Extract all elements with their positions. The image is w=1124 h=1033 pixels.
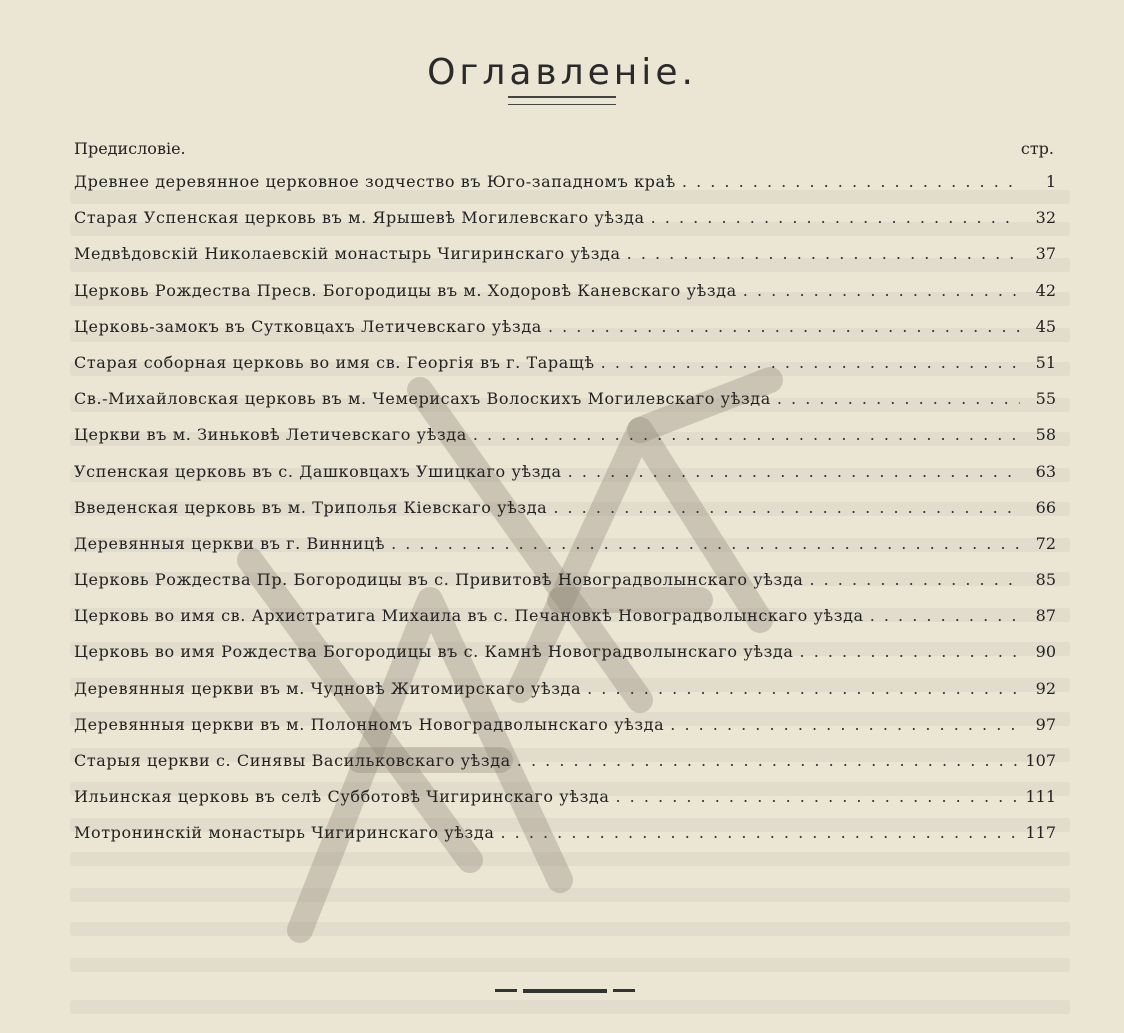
toc-entry-title: Св.-Михайловская церковь въ м. Чемерисахъ Волоскихъ Могилевскаго уѣзда <box>74 389 771 409</box>
toc-entry[interactable] <box>74 570 1056 606</box>
toc-entry[interactable] <box>74 751 1056 787</box>
toc-entry-page: 117 <box>1025 823 1056 843</box>
toc-entry-page: 72 <box>1035 533 1056 553</box>
toc-entry-title: Церковь Рождества Пресв. Богородицы въ м. Ходоровѣ Каневскаго уѣзда <box>74 280 737 300</box>
dot-leader <box>800 642 1020 661</box>
toc-entry[interactable] <box>74 208 1056 244</box>
toc-entry-title: Деревянныя церкви въ м. Полонномъ Новоградволынскаго уѣзда <box>74 714 665 734</box>
dot-leader <box>870 606 1020 625</box>
dot-leader <box>517 751 1020 770</box>
dot-leader <box>548 317 1020 336</box>
toc-entry-page: 63 <box>1035 461 1056 481</box>
dot-leader <box>777 389 1020 408</box>
dot-leader <box>553 498 1020 517</box>
preface-entry[interactable]: Предисловіе. <box>74 139 186 158</box>
toc-entry-title: Успенская церковь въ с. Дашковцахъ Ушицкаго уѣзда <box>74 461 562 481</box>
toc-entry[interactable] <box>74 642 1056 678</box>
dot-leader <box>627 244 1020 263</box>
dot-leader <box>568 462 1020 481</box>
toc-entry-title: Медвѣдовскій Николаевскій монастырь Чигиринскаго уѣзда <box>74 244 621 264</box>
dot-leader <box>616 787 1020 806</box>
toc-entry-page: 85 <box>1035 570 1056 590</box>
toc-entry-title: Старая Успенская церковь въ м. Ярышевѣ Могилевскаго уѣзда <box>74 208 645 228</box>
toc-entry-title: Старая соборная церковь во имя св. Георгія въ г. Таращѣ <box>74 352 595 372</box>
toc-entry[interactable] <box>74 389 1056 425</box>
toc-entry[interactable] <box>74 715 1056 751</box>
toc-entry[interactable] <box>74 498 1056 534</box>
toc-entry[interactable] <box>74 425 1056 461</box>
toc-entry-title: Церкви въ м. Зиньковѣ Летичевскаго уѣзда <box>74 425 467 445</box>
toc-entry-page: 1 <box>1045 172 1056 191</box>
dot-leader <box>601 353 1020 372</box>
toc-entry-page: 87 <box>1035 606 1056 626</box>
dot-leader <box>670 715 1020 734</box>
dot-leader <box>391 534 1020 553</box>
bottom-divider <box>495 989 635 992</box>
toc-entry-page: 55 <box>1035 389 1056 409</box>
toc-entry-title: Ильинская церковь въ селѣ Субботовѣ Чигиринскаго уѣзда <box>74 787 610 807</box>
toc-entry[interactable] <box>74 787 1056 823</box>
toc-entry[interactable] <box>74 244 1056 280</box>
toc-entry[interactable] <box>74 823 1056 859</box>
toc-entry[interactable] <box>74 679 1056 715</box>
toc-entry[interactable] <box>74 281 1056 317</box>
dot-leader <box>473 425 1020 444</box>
toc-entry-page: 45 <box>1035 316 1056 336</box>
toc-entry-title: Церковь-замокъ въ Сутковцахъ Летичевскаго уѣзда <box>74 316 542 336</box>
toc-entry[interactable] <box>74 172 1056 208</box>
page-title: Оглавленіе. <box>427 52 697 94</box>
toc-entry[interactable] <box>74 534 1056 570</box>
toc-entry-title: Церковь Рождества Пр. Богородицы въ с. Привитовѣ Новоградволынскаго уѣзда <box>74 570 804 590</box>
dot-leader <box>743 281 1020 300</box>
toc-entry-page: 97 <box>1035 714 1056 734</box>
toc-header <box>74 139 1054 163</box>
toc-entry-title: Введенская церковь въ м. Триполья Кіевскаго уѣзда <box>74 497 548 517</box>
toc-entry-page: 90 <box>1035 642 1056 662</box>
toc-entry-page: 51 <box>1035 352 1056 372</box>
toc-entry-page: 32 <box>1035 208 1056 228</box>
dot-leader <box>651 208 1020 227</box>
toc-entry[interactable] <box>74 606 1056 642</box>
toc-entry-page: 107 <box>1025 751 1056 770</box>
toc-entry-page: 37 <box>1035 244 1056 264</box>
table-of-contents <box>74 172 1056 860</box>
toc-entry-title: Деревянныя церкви въ м. Чудновѣ Житомирскаго уѣзда <box>74 678 582 698</box>
page-column-label: стр. <box>1020 139 1054 158</box>
toc-entry-page: 111 <box>1025 787 1056 807</box>
toc-entry-title: Церковь во имя Рождества Богородицы въ с. Камнѣ Новоградволынскаго уѣзда <box>74 642 794 662</box>
dot-leader <box>809 570 1020 589</box>
title-divider <box>508 96 616 105</box>
toc-entry-title: Старыя церкви с. Синявы Васильковскаго уѣзда <box>74 751 511 770</box>
toc-entry-page: 66 <box>1035 497 1056 517</box>
toc-entry[interactable] <box>74 317 1056 353</box>
dot-leader <box>500 823 1019 842</box>
toc-entry-title: Церковь во имя св. Архистратига Михаила въ с. Печановкѣ Новоградволынскаго уѣзда <box>74 606 864 626</box>
toc-entry-title: Деревянныя церкви въ г. Винницѣ <box>74 533 386 553</box>
toc-entry-page: 92 <box>1035 678 1056 698</box>
toc-entry-page: 58 <box>1035 425 1056 445</box>
toc-entry-page: 42 <box>1035 280 1056 300</box>
toc-entry[interactable] <box>74 353 1056 389</box>
dot-leader <box>587 679 1020 698</box>
toc-entry[interactable] <box>74 462 1056 498</box>
dot-leader <box>682 172 1020 191</box>
toc-entry-title: Мотронинскій монастырь Чигиринскаго уѣзда <box>74 823 495 843</box>
toc-entry-title: Древнее деревянное церковное зодчество въ Юго-западномъ краѣ <box>74 172 676 191</box>
